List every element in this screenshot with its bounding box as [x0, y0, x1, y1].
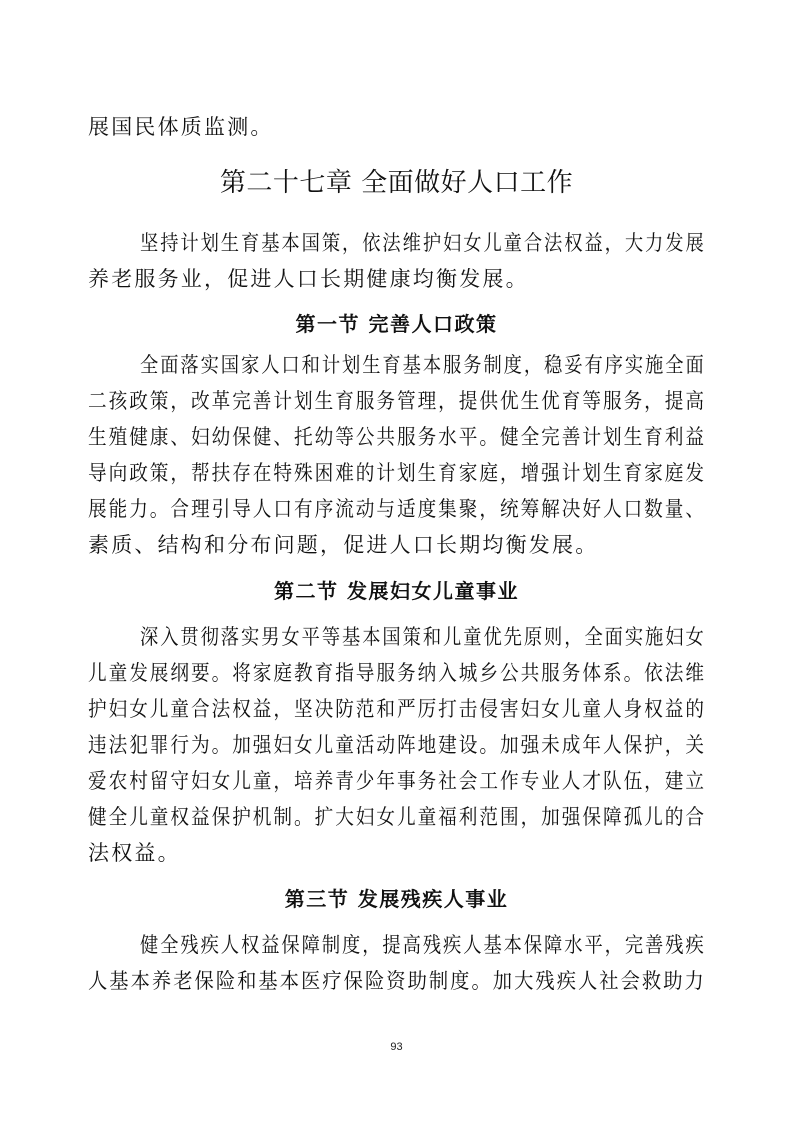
body-line: 健全儿童权益保护机制。扩大妇女儿童福利范围，加强保障孤儿的合	[88, 805, 706, 829]
body-line: 导向政策，帮扶存在特殊困难的计划生育家庭，增强计划生育家庭发	[88, 461, 706, 485]
body-line: 全面落实国家人口和计划生育基本服务制度，稳妥有序实施全面	[140, 353, 706, 377]
body-line: 人基本养老保险和基本医疗保险资助制度。加大残疾人社会救助力	[88, 969, 706, 993]
body-line: 生殖健康、妇幼保健、托幼等公共服务水平。健全完善计划生育利益	[88, 425, 706, 449]
body-line: 展能力。合理引导人口有序流动与适度集聚，统筹解决好人口数量、	[88, 497, 706, 521]
body-line: 法权益。	[88, 841, 181, 865]
body-line: 健全残疾人权益保障制度，提高残疾人基本保障水平，完善残疾	[140, 933, 706, 957]
body-line: 深入贯彻落实男女平等基本国策和儿童优先原则，全面实施妇女	[140, 625, 706, 649]
body-line: 儿童发展纲要。将家庭教育指导服务纳入城乡公共服务体系。依法维	[88, 661, 706, 685]
body-line: 二孩政策，改革完善计划生育服务管理，提供优生优育等服务，提高	[88, 389, 706, 413]
page-number: 93	[390, 1041, 403, 1053]
body-line: 坚持计划生育基本国策，依法维护妇女儿童合法权益，大力发展	[140, 231, 706, 255]
body-line: 养老服务业，促进人口长期健康均衡发展。	[88, 267, 529, 291]
body-line: 素质、结构和分布问题，促进人口长期均衡发展。	[88, 533, 599, 557]
body-line: 爱农村留守妇女儿童，培养青少年事务社会工作专业人才队伍，建立	[88, 769, 706, 793]
body-line: 展国民体质监测。	[88, 115, 274, 139]
body-line: 违法犯罪行为。加强妇女儿童活动阵地建设。加强未成年人保护，关	[88, 733, 706, 757]
section-heading: 第三节 发展残疾人事业	[284, 887, 509, 911]
section-heading: 第二节 发展妇女儿童事业	[274, 579, 519, 603]
body-line: 护妇女儿童合法权益，坚决防范和严厉打击侵害妇女儿童人身权益的	[88, 697, 706, 721]
section-heading: 第一节 完善人口政策	[295, 312, 498, 336]
chapter-title: 第二十七章 全面做好人口工作	[219, 168, 574, 198]
